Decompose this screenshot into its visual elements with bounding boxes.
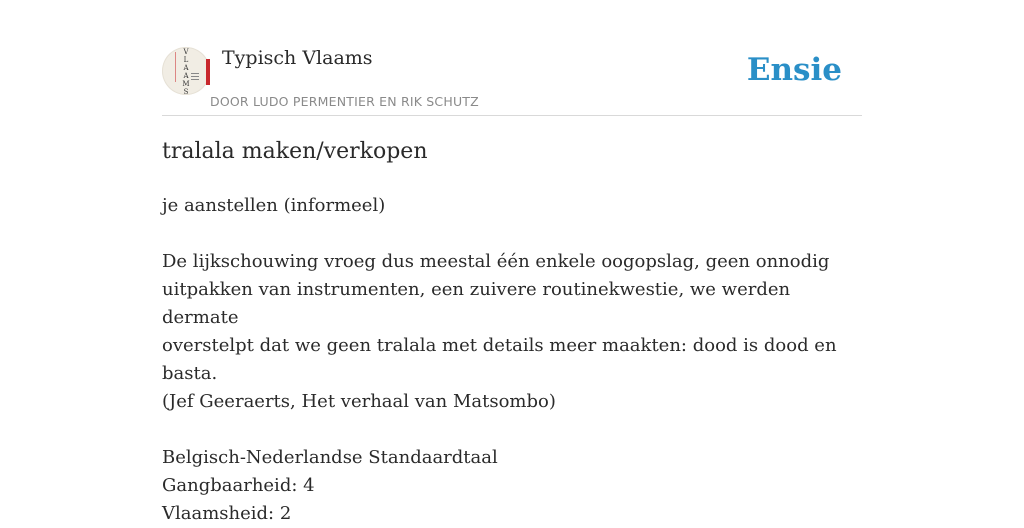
avatar-letter: A [183,72,189,80]
avatar-accent-line [175,52,176,82]
entry-title: tralala maken/verkopen [162,139,428,164]
blog-title[interactable]: Typisch Vlaams [222,47,373,69]
example-line: uitpakken van instrumenten, een zuivere routinekwestie, we werden dermate [162,279,791,328]
entry-card [162,44,862,524]
example-source: (Jef Geeraerts, Het verhaal van Matsombo) [162,391,556,412]
avatar-letter: V [183,48,189,56]
example-line: overstelpt dat we geen tralala met details meer maakten: dood is dood en basta. [162,335,837,384]
example-line: De lijkschouwing vroeg dus meestal één enkele oogopslag, geen onnodig [162,251,830,272]
avatar-letters [181,48,191,96]
avatar-letter: A [183,64,189,72]
ensie-logo-link[interactable]: Ensie [746,52,842,88]
blog-authors: DOOR LUDO PERMENTIER EN RIK SCHUTZ [210,94,479,109]
entry-language: Belgisch-Nederlandse Standaardtaal [162,447,498,468]
avatar-letter: L [183,56,189,64]
avatar-letter: S [183,88,189,96]
spacer [162,416,862,444]
entry-body [162,192,862,528]
entry-gangbaarheid: Gangbaarheid: 4 [162,475,315,496]
blog-avatar[interactable] [162,47,210,95]
entry-definition: je aanstellen (informeel) [162,195,386,216]
avatar-text-lines [191,73,199,82]
header [162,44,862,116]
avatar-letter: M [182,80,190,88]
avatar-red-edge [206,59,210,85]
spacer [162,220,862,248]
entry-vlaamsheid: Vlaamsheid: 2 [162,503,292,524]
